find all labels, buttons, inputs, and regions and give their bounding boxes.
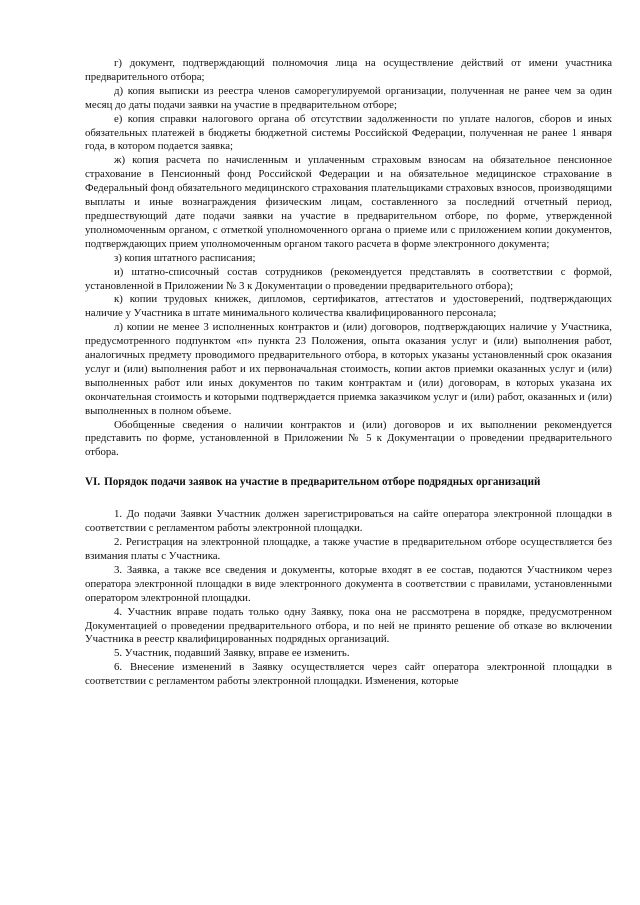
clause-3: 3. Заявка, а также все сведения и документы, которые входят в ее состав, подаются Участником через оператора электронной площадки в виде электронного документа в соответствии с правилами, установленными оператором электронной площадки. (85, 563, 612, 604)
list-item-d: д) копия выписки из реестра членов саморегулируемой организации, полученная не ранее чем за один месяц до даты подачи заявки на участие в предварительном отборе; (85, 84, 612, 111)
list-item-l: л) копии не менее 3 исполненных контрактов и (или) договоров, подтверждающих наличие у Участника, предусмотренного подпунктом «п» пункта 23 Положения, опыта оказания услуг и (или) выполнения работ, аналогичных предмету проводимого предварительного отбора, в которых указаны установленный срок оказания услуг и (или) выполнения работ и их первоначальная стоимость, копии актов приемки оказанных услуг и (или) выполненных работ или иных документов по таким контрактам и (или) договорам, в которых указана их окончательная стоимость и которыми подтверждается приемка заказчиком услуг и (или) работ, оказанных и (или) выполненных в полном объеме. (85, 321, 612, 417)
document-body (85, 57, 612, 689)
section-number: VI. (85, 476, 101, 489)
list-item-e: е) копия справки налогового органа об отсутствии задолженности по уплате налогов, сборов и иных обязательных платежей в бюджеты бюджетной системы Российской Федерации, полученная не ранее 1 января года, в котором подается заявка; (85, 112, 612, 153)
clause-4: 4. Участник вправе подать только одну Заявку, пока она не рассмотрена в порядке, предусмотренном Документацией о проведении предварительного отбора, и по ней не принято решение об отказе во включении Участника в реестр квалифицированных подрядных организаций. (85, 605, 612, 646)
list-item-k: к) копии трудовых книжек, дипломов, сертификатов, аттестатов и удостоверений, подтверждающих наличие у Участника в штате минимального количества квалифицированного персонала; (85, 293, 612, 320)
list-item-i: и) штатно-списочный состав сотрудников (рекомендуется представлять в соответствии с формой, установленной в Приложении № 3 к Документации о проведении предварительного отбора); (85, 265, 612, 292)
clause-1: 1. До подачи Заявки Участник должен зарегистрироваться на сайте оператора электронной площадки в соответствии с регламентом работы электронной площадки. (85, 508, 612, 535)
list-item-zh: ж) копия расчета по начисленным и уплаченным страховым взносам на обязательное пенсионное страхование в Пенсионный фонд Российской Федерации и на обязательное медицинское страхование в Федеральный фонд обязательного медицинского страхования плательщиками страховых взносов, производящими выплаты и иные вознаграждения физическим лицам, составленного за последний отчетный период, предшествующий дате подачи заявки на участие в предварительном отборе, по форме, утвержденной уполномоченным органом, с отметкой уполномоченного органа о приеме или с приложением копии документов, подтверждающих прием уполномоченным органом такого расчета в форме электронного документа; (85, 154, 612, 250)
list-item-g: г) документ, подтверждающий полномочия лица на осуществление действий от имени участника предварительного отбора; (85, 57, 612, 83)
contracts-summary-paragraph: Обобщенные сведения о наличии контрактов и (или) договоров и их выполнении рекомендуется представить по форме, установленной в Приложении № 5 к Документации о проведении предварительного отбора. (85, 418, 612, 459)
clause-6: 6. Внесение изменений в Заявку осуществляется через сайт оператора электронной площадки в соответствии с регламентом работы электронной площадки. Изменения, которые (85, 661, 612, 688)
section-title: Порядок подачи заявок на участие в предварительном отборе подрядных организаций (104, 476, 541, 489)
section-heading (85, 475, 612, 489)
clause-2: 2. Регистрация на электронной площадке, а также участие в предварительном отборе осуществляется без взимания платы с Участника. (85, 536, 612, 562)
clause-5: 5. Участник, подавший Заявку, вправе ее изменить. (114, 647, 350, 660)
list-item-z: з) копия штатного расписания; (114, 251, 256, 264)
